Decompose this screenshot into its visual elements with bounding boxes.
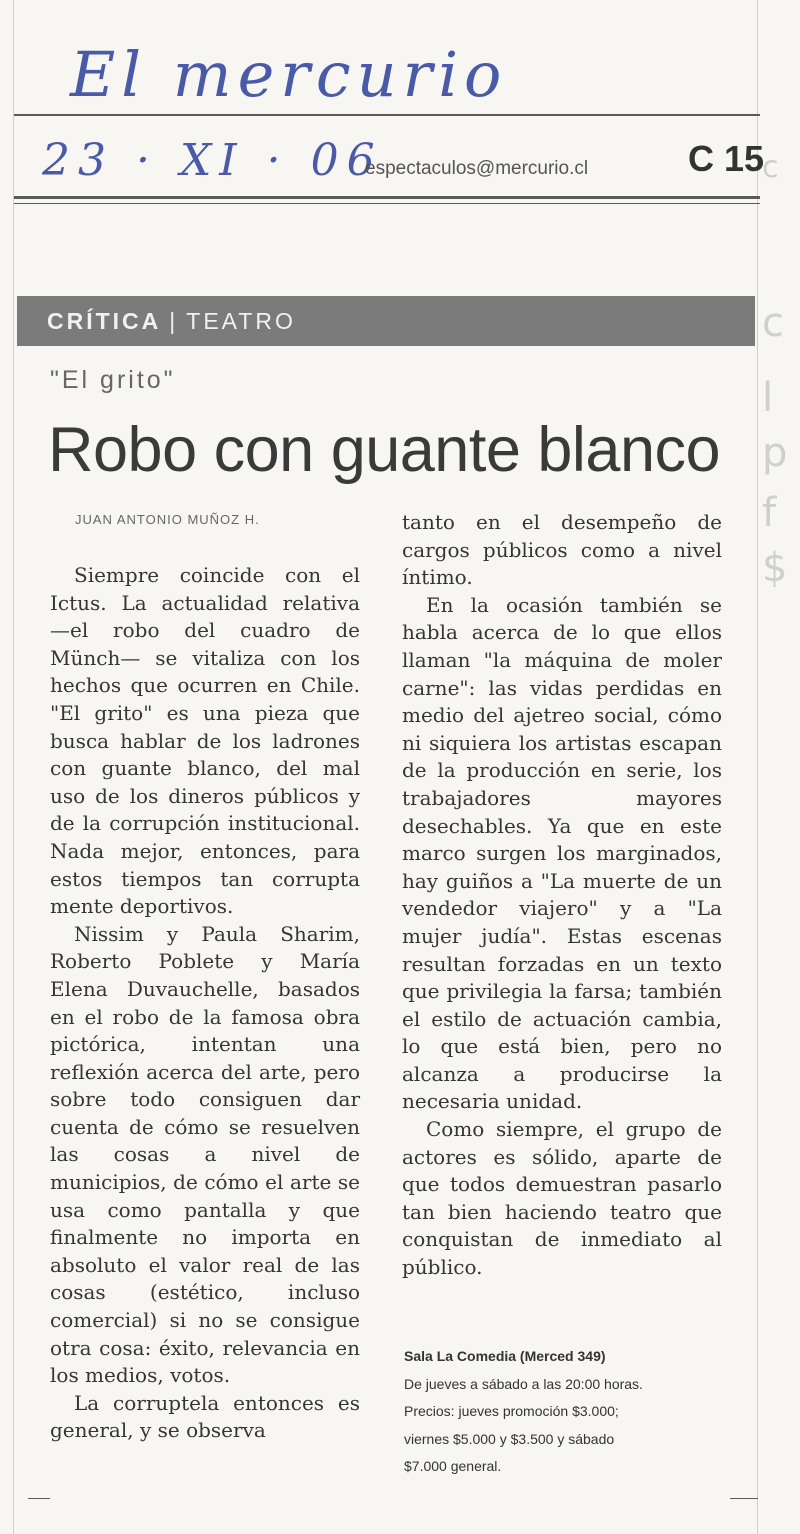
bleed-through-mark: $ <box>762 545 788 591</box>
section-banner <box>17 296 755 346</box>
venue-info <box>404 1343 734 1481</box>
handwritten-date: 23 · XI · 06 <box>42 135 383 186</box>
handwritten-newspaper-name: El mercurio <box>70 38 508 111</box>
page-number: C 15 <box>688 138 765 179</box>
play-title: "El grito" <box>50 366 176 394</box>
section-category: TEATRO <box>186 307 296 334</box>
article-column-right <box>402 509 722 1282</box>
venue-prices: $7.000 general. <box>404 1458 502 1474</box>
bleed-through-mark: f <box>762 490 777 536</box>
header-bottom-rule-thick <box>14 196 760 199</box>
clipping-right-edge <box>757 0 758 1534</box>
clipping-left-edge <box>13 0 14 1534</box>
bleed-through-mark: p <box>762 430 788 476</box>
section-kicker: CRÍTICA <box>47 307 162 334</box>
article-byline: JUAN ANTONIO MUÑOZ H. <box>75 512 260 527</box>
header-top-rule <box>14 114 760 116</box>
header-bottom-rule-thin <box>14 203 760 204</box>
article-paragraph: En la ocasión también se habla acerca de lo que ellos llaman "la máquina de moler carne": las vidas perdidas en medio del ajetreo social, cómo ni siquiera los artistas escapan de la producción en serie, los trabajadores mayores desechables. Ya que en este marco surgen los marginados, hay guiños a "La muerte de un vendedor viajero" y a "La mujer judía". Estas escenas resultan forzadas en un texto que privilegia la farsa; también el estilo de actuación cambia, lo que está bien, pero no alcanza a producirse la necesaria unidad. <box>402 592 722 1114</box>
venue-prices: Precios: jueves promoción $3.000; <box>404 1403 619 1419</box>
article-headline: Robo con guante blanco <box>48 415 721 485</box>
article-paragraph-continuation: tanto en el desempeño de cargos públicos como a nivel íntimo. <box>402 510 722 590</box>
section-separator: | <box>169 307 179 334</box>
venue-schedule: De jueves a sábado a las 20:00 horas. <box>404 1375 643 1392</box>
footer-rule-right <box>730 1498 758 1499</box>
article-paragraph: La corruptela entonces es general, y se observa <box>50 1390 360 1443</box>
venue-prices: viernes $5.000 y $3.500 y sábado <box>404 1430 615 1447</box>
article-paragraph: Siempre coincide con el Ictus. La actualidad relativa —el robo del cuadro de Münch— se vitaliza con los hechos que ocurren en Chile. "El grito" es una pieza que busca hablar de los ladrones con guante blanco, del mal uso de los dineros públicos y de la corrupción institucional. Nada mejor, entonces, para estos tiempos tan corrupta mente deportivos. <box>50 563 360 919</box>
bleed-through-mark: c <box>762 300 784 346</box>
section-email: espectaculos@mercurio.cl <box>365 158 589 179</box>
bleed-through-mark: c <box>762 150 779 185</box>
venue-name: Sala La Comedia (Merced 349) <box>404 1348 606 1364</box>
article-column-left <box>50 562 360 1445</box>
article-paragraph: Nissim y Paula Sharim, Roberto Poblete y María Elena Duvauchelle, basados en el robo de la famosa obra pictórica, intentan una reflexión acerca del arte, pero sobre todo consiguen dar cuenta de cómo se resuelven las cosas a nivel de municipios, de cómo el arte se usa como pantalla y que finalmente no importa en absoluto el valor real de las cosas (estético, incluso comercial) si no se consigue otra cosa: éxito, relevancia en los medios, votos. <box>50 921 360 1388</box>
footer-rule-left <box>28 1498 50 1499</box>
article-paragraph: Como siempre, el grupo de actores es sólido, aparte de que todos demuestran pasarlo tan bien haciendo teatro que conquistan de inmediato al público. <box>402 1117 722 1280</box>
bleed-through-mark: l <box>762 375 774 421</box>
